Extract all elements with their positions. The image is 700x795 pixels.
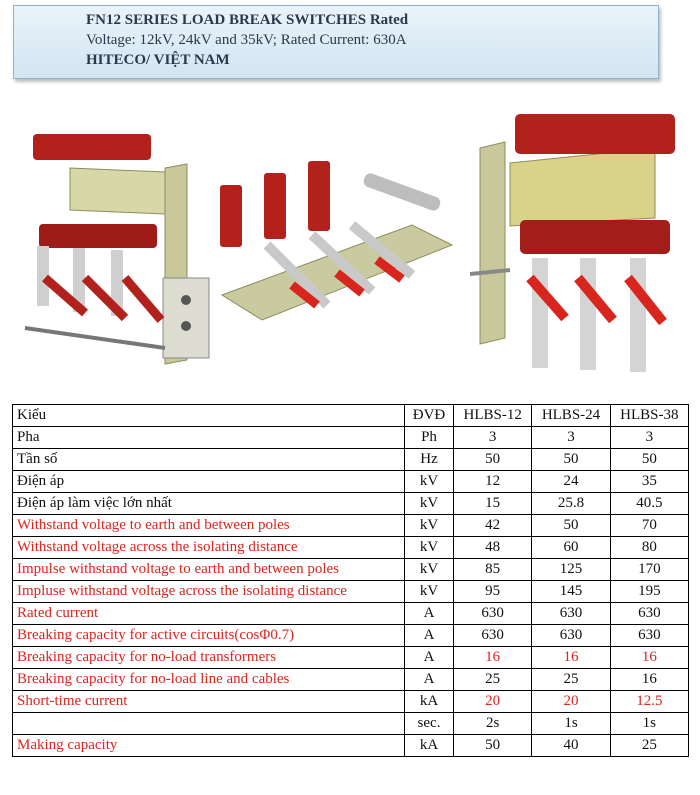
row-unit: sec. [405, 713, 454, 735]
product-photos [0, 100, 700, 400]
row-value-hlbs-38: 80 [610, 537, 688, 559]
row-value-hlbs-38: 16 [610, 647, 688, 669]
row-unit: A [405, 647, 454, 669]
row-value-hlbs-38: 70 [610, 515, 688, 537]
row-value-hlbs-38: 630 [610, 625, 688, 647]
table-row [13, 669, 689, 691]
row-value-hlbs-12: 42 [454, 515, 532, 537]
row-value-hlbs-38: 16 [610, 669, 688, 691]
table-row [13, 537, 689, 559]
header-hlbs-24: HLBS-24 [532, 405, 610, 427]
row-value-hlbs-24: 630 [532, 603, 610, 625]
row-value-hlbs-24: 60 [532, 537, 610, 559]
table-row [13, 449, 689, 471]
title-banner [13, 5, 659, 79]
row-parameter-name: Điện áp [13, 471, 405, 493]
banner-brand: HITECO/ VIỆT NAM [86, 52, 230, 68]
row-value-hlbs-24: 16 [532, 647, 610, 669]
row-value-hlbs-38: 35 [610, 471, 688, 493]
row-value-hlbs-24: 20 [532, 691, 610, 713]
row-value-hlbs-12: 95 [454, 581, 532, 603]
row-unit: kV [405, 581, 454, 603]
row-value-hlbs-38: 12.5 [610, 691, 688, 713]
row-value-hlbs-38: 630 [610, 603, 688, 625]
spec-table [12, 404, 689, 757]
header-unit: ĐVĐ [405, 405, 454, 427]
table-row [13, 493, 689, 515]
table-row [13, 647, 689, 669]
table-row [13, 603, 689, 625]
row-parameter-name: Withstand voltage across the isolating distance [13, 537, 405, 559]
row-value-hlbs-24: 25 [532, 669, 610, 691]
row-parameter-name: Breaking capacity for no-load line and cables [13, 669, 405, 691]
row-unit: kV [405, 559, 454, 581]
row-value-hlbs-38: 3 [610, 427, 688, 449]
table-row [13, 581, 689, 603]
table-row [13, 735, 689, 757]
row-value-hlbs-12: 12 [454, 471, 532, 493]
switch-photo-front [15, 128, 215, 368]
table-row [13, 515, 689, 537]
switch-photo-open [212, 155, 467, 355]
row-unit: A [405, 625, 454, 647]
row-parameter-name: Impluse withstand voltage across the isolating distance [13, 581, 405, 603]
row-unit: kV [405, 515, 454, 537]
table-row [13, 691, 689, 713]
banner-title: FN12 SERIES LOAD BREAK SWITCHES Rated [86, 12, 409, 28]
row-value-hlbs-12: 16 [454, 647, 532, 669]
row-unit: kV [405, 537, 454, 559]
row-parameter-name: Rated current [13, 603, 405, 625]
row-value-hlbs-38: 40.5 [610, 493, 688, 515]
row-value-hlbs-38: 1s [610, 713, 688, 735]
row-parameter-name: Impulse withstand voltage to earth and between poles [13, 559, 405, 581]
row-value-hlbs-12: 630 [454, 625, 532, 647]
header-hlbs-12: HLBS-12 [454, 405, 532, 427]
row-value-hlbs-24: 125 [532, 559, 610, 581]
row-value-hlbs-12: 25 [454, 669, 532, 691]
row-value-hlbs-24: 50 [532, 515, 610, 537]
row-parameter-name [13, 713, 405, 735]
row-parameter-name: Breaking capacity for no-load transformers [13, 647, 405, 669]
row-parameter-name: Tần số [13, 449, 405, 471]
row-value-hlbs-12: 3 [454, 427, 532, 449]
table-row [13, 427, 689, 449]
row-value-hlbs-24: 40 [532, 735, 610, 757]
row-value-hlbs-38: 25 [610, 735, 688, 757]
row-value-hlbs-24: 24 [532, 471, 610, 493]
row-value-hlbs-12: 50 [454, 449, 532, 471]
row-value-hlbs-38: 50 [610, 449, 688, 471]
row-unit: Ph [405, 427, 454, 449]
table-row [13, 625, 689, 647]
row-unit: Hz [405, 449, 454, 471]
table-header-row [13, 405, 689, 427]
row-value-hlbs-24: 1s [532, 713, 610, 735]
row-value-hlbs-38: 170 [610, 559, 688, 581]
header-type: Kiểu [13, 405, 405, 427]
row-value-hlbs-12: 48 [454, 537, 532, 559]
banner-subtitle: Voltage: 12kV, 24kV and 35kV; Rated Current: 630A [86, 32, 407, 48]
row-parameter-name: Pha [13, 427, 405, 449]
table-row [13, 471, 689, 493]
row-parameter-name: Breaking capacity for active circuits(cosΦ0.7) [13, 625, 405, 647]
row-value-hlbs-24: 25.8 [532, 493, 610, 515]
table-row [13, 559, 689, 581]
row-unit: A [405, 669, 454, 691]
switch-photo-rear [470, 108, 695, 393]
row-parameter-name: Điện áp làm việc lớn nhất [13, 493, 405, 515]
row-value-hlbs-24: 630 [532, 625, 610, 647]
table-row [13, 713, 689, 735]
row-parameter-name: Making capacity [13, 735, 405, 757]
row-unit: kV [405, 493, 454, 515]
row-value-hlbs-12: 50 [454, 735, 532, 757]
row-unit: kA [405, 735, 454, 757]
row-value-hlbs-38: 195 [610, 581, 688, 603]
row-value-hlbs-24: 145 [532, 581, 610, 603]
row-parameter-name: Withstand voltage to earth and between poles [13, 515, 405, 537]
row-value-hlbs-12: 15 [454, 493, 532, 515]
row-value-hlbs-12: 85 [454, 559, 532, 581]
header-hlbs-38: HLBS-38 [610, 405, 688, 427]
row-unit: kV [405, 471, 454, 493]
row-value-hlbs-12: 20 [454, 691, 532, 713]
row-parameter-name: Short-time current [13, 691, 405, 713]
row-value-hlbs-24: 50 [532, 449, 610, 471]
row-value-hlbs-12: 2s [454, 713, 532, 735]
row-unit: A [405, 603, 454, 625]
row-value-hlbs-24: 3 [532, 427, 610, 449]
row-unit: kA [405, 691, 454, 713]
row-value-hlbs-12: 630 [454, 603, 532, 625]
